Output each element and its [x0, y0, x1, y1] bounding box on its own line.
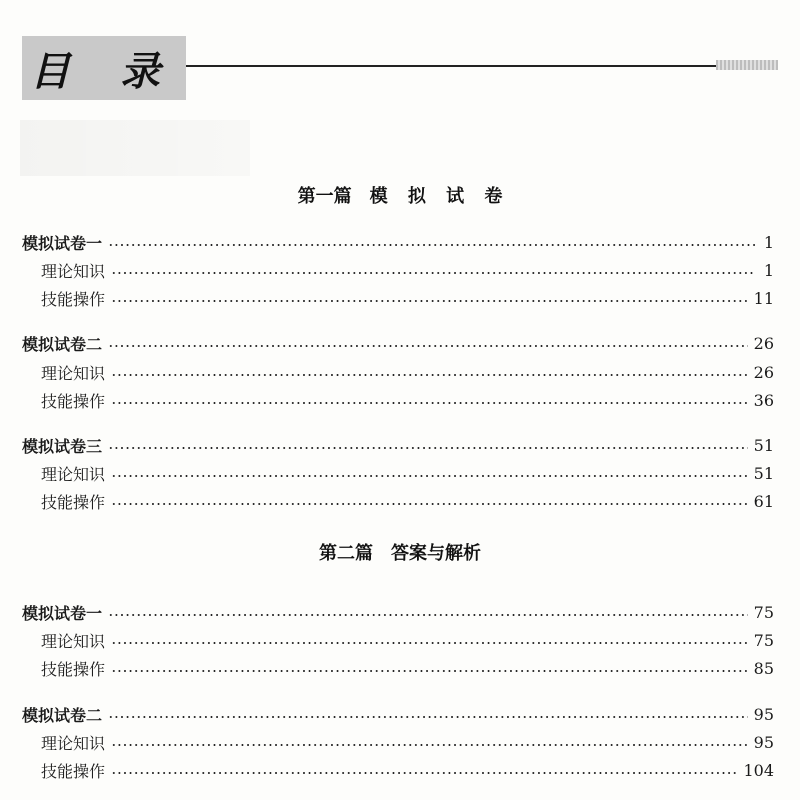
dot-leader — [111, 503, 748, 505]
toc-entry[interactable] — [22, 488, 774, 514]
toc-entry-page: 51 — [753, 463, 774, 483]
toc-entry-label: 技能操作 — [41, 289, 106, 309]
dot-leader — [108, 447, 748, 449]
toc-entry[interactable] — [22, 359, 774, 385]
toc-entry-label: 技能操作 — [41, 761, 106, 781]
toc-entry-label: 技能操作 — [41, 492, 106, 512]
toc-entry-label: 理论知识 — [41, 733, 106, 753]
toc-entry-page: 26 — [753, 362, 774, 382]
toc-entry-page: 75 — [753, 630, 774, 650]
toc-entry-page: 95 — [753, 732, 774, 752]
dot-leader — [111, 475, 748, 477]
toc-entry[interactable] — [22, 432, 774, 458]
toc-entry-label: 理论知识 — [41, 363, 106, 383]
dot-leader — [108, 244, 756, 246]
toc-entry-label: 技能操作 — [41, 391, 106, 411]
toc-entry-label: 技能操作 — [41, 659, 106, 679]
toc-entry-page: 1 — [763, 232, 774, 252]
title-rule — [186, 65, 716, 67]
toc-entry[interactable] — [22, 330, 774, 356]
dot-leader — [111, 744, 748, 746]
toc-entry-page: 61 — [753, 491, 774, 511]
toc-entry-page: 85 — [753, 658, 774, 678]
toc-entry[interactable] — [22, 257, 774, 283]
bleed-through-shadow — [20, 120, 250, 176]
toc-entry[interactable] — [22, 701, 774, 727]
dot-leader — [111, 300, 748, 302]
toc-entry-label: 模拟试卷一 — [22, 603, 103, 623]
toc-entry-label: 模拟试卷二 — [22, 705, 103, 725]
toc-entry[interactable] — [22, 387, 774, 413]
dot-leader — [111, 272, 756, 274]
toc-entry-label: 理论知识 — [41, 261, 106, 281]
dot-leader — [108, 345, 748, 347]
toc-entry-page: 1 — [763, 260, 774, 280]
toc-entry-label: 模拟试卷二 — [22, 334, 103, 354]
dot-leader — [111, 670, 748, 672]
toc-entry-label: 模拟试卷一 — [22, 233, 103, 253]
part-heading: 第一篇 模 拟 试 卷 — [297, 186, 503, 207]
part-heading: 第二篇 答案与解析 — [319, 543, 481, 564]
dot-leader — [108, 614, 748, 616]
toc-entry[interactable] — [22, 599, 774, 625]
toc-entry[interactable] — [22, 285, 774, 311]
dot-leader — [111, 642, 748, 644]
dot-leader — [111, 402, 748, 404]
dot-leader — [111, 772, 737, 774]
toc-entry-page: 36 — [753, 390, 774, 410]
toc-entry[interactable] — [22, 757, 774, 783]
toc-entry-label: 理论知识 — [41, 464, 106, 484]
toc-entry-page: 26 — [753, 333, 774, 353]
toc-entry-page: 75 — [753, 602, 774, 622]
toc-entry[interactable] — [22, 655, 774, 681]
dot-leader — [111, 374, 748, 376]
toc-entry-page: 11 — [753, 288, 774, 308]
toc-entry-label: 模拟试卷三 — [22, 436, 103, 456]
toc-entry-page: 95 — [753, 704, 774, 724]
toc-title-box — [22, 36, 186, 100]
toc-entry-label: 理论知识 — [41, 631, 106, 651]
dot-leader — [108, 716, 748, 718]
toc-entry[interactable] — [22, 229, 774, 255]
toc-entry[interactable] — [22, 460, 774, 486]
title-rule-tail — [716, 60, 778, 70]
toc-title: 目 录 — [30, 47, 178, 95]
toc-entry-page: 104 — [743, 760, 774, 780]
toc-entry[interactable] — [22, 627, 774, 653]
toc-entry-page: 51 — [753, 435, 774, 455]
toc-entry[interactable] — [22, 729, 774, 755]
